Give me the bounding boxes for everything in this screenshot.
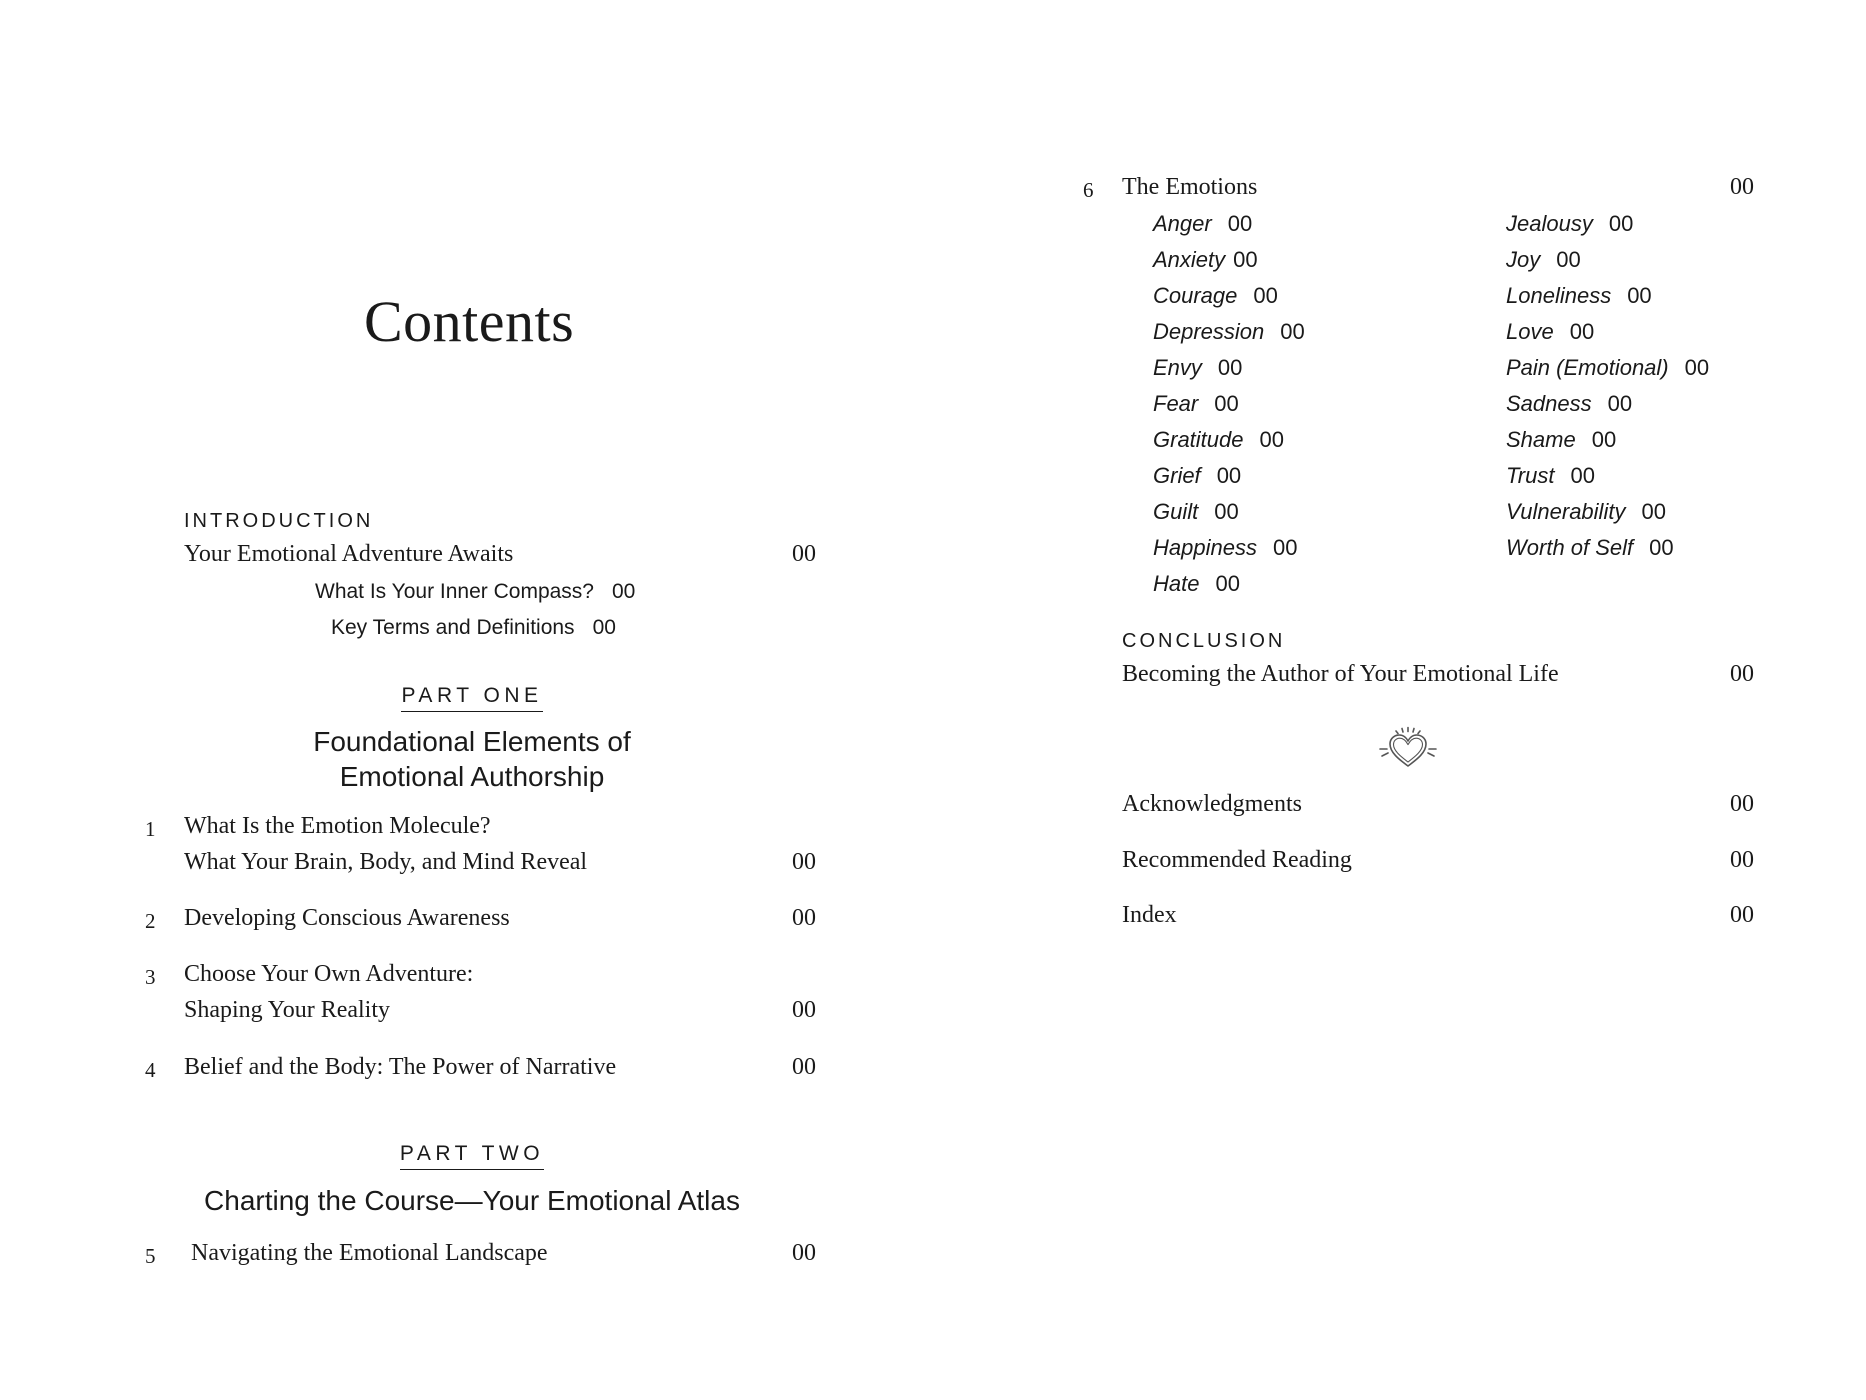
part-two-title: Charting the Course—Your Emotional Atlas [204,1185,740,1216]
emotion-name: Courage [1153,283,1238,308]
page-number: 00 [1684,355,1710,380]
part-one-label: PART ONE [401,684,542,712]
emotion-entry-joy[interactable] [1506,247,1581,273]
emotion-entry-loneliness[interactable] [1506,283,1652,309]
toc-entry-chapter-5[interactable]: Navigating the Emotional Landscape [191,1240,548,1266]
emotion-name: Hate [1153,571,1200,596]
page-number: 00 [1730,791,1754,817]
emotion-entry-worth-of-self[interactable] [1506,535,1674,561]
emotion-entry-gratitude[interactable] [1153,427,1284,453]
emotion-entry-vulnerability[interactable] [1506,499,1666,525]
emotion-name: Happiness [1153,535,1257,560]
emotion-name: Envy [1153,355,1202,380]
page-number: 00 [1730,174,1754,200]
toc-entry-chapter-3[interactable]: Choose Your Own Adventure: [184,961,474,987]
page-number: 00 [1233,247,1258,272]
toc-entry-recommended-reading[interactable]: Recommended Reading [1122,847,1352,873]
heart-with-rays-icon [1378,726,1438,775]
page-number: 00 [1214,391,1239,416]
emotion-entry-hate[interactable] [1153,571,1240,597]
emotion-entry-love[interactable] [1506,319,1594,345]
page-number: 00 [1272,535,1298,560]
emotion-entry-fear[interactable] [1153,391,1239,417]
page-number: 00 [1216,463,1242,488]
toc-entry-chapter-3-subtitle[interactable]: Shaping Your Reality [184,997,391,1023]
page-number: 00 [1214,499,1239,524]
chapter-number: 3 [145,965,156,989]
emotion-name: Grief [1153,463,1201,488]
emotion-name: Joy [1506,247,1541,272]
page-number: 00 [1730,661,1754,687]
emotion-entry-pain-emotional[interactable] [1506,355,1709,381]
part-two-label: PART TWO [400,1142,544,1170]
emotion-entry-sadness[interactable] [1506,391,1632,417]
page-number: 00 [792,1054,816,1080]
toc-entry-index[interactable]: Index [1122,902,1177,928]
emotion-name: Fear [1153,391,1199,416]
emotion-name: Depression [1153,319,1265,344]
page-number: 00 [611,580,636,603]
page-number: 00 [1556,247,1581,272]
emotion-name: Vulnerability [1506,499,1626,524]
page-number: 00 [1215,571,1240,596]
page-number: 00 [1641,499,1666,524]
part-one-title-line: Foundational Elements of [313,726,631,757]
part-one-title [0,724,944,794]
emotion-entry-grief[interactable] [1153,463,1241,489]
page-number: 00 [1607,391,1633,416]
emotion-name: Loneliness [1506,283,1612,308]
toc-subentry-key-terms[interactable] [331,616,616,640]
toc-entry-chapter-4[interactable]: Belief and the Body: The Power of Narrative [184,1054,617,1080]
emotion-entry-anxiety[interactable] [1153,247,1258,273]
part-two-header [0,1142,944,1166]
emotion-entry-envy[interactable] [1153,355,1242,381]
emotion-name: Trust [1506,463,1555,488]
toc-entry-acknowledgments[interactable]: Acknowledgments [1122,791,1302,817]
chapter-number: 5 [145,1244,156,1268]
subentry-title: Key Terms and Definitions [331,616,575,639]
part-one-title-line: Emotional Authorship [339,761,605,792]
page-number: 00 [1259,427,1284,452]
emotion-name: Guilt [1153,499,1199,524]
emotion-name: Sadness [1506,391,1592,416]
page-number: 00 [1217,355,1243,380]
chapter-number: 4 [145,1058,156,1082]
emotion-name: Pain (Emotional) [1506,355,1669,380]
emotion-entry-courage[interactable] [1153,283,1278,309]
chapter-number: 1 [145,817,156,841]
emotion-name: Worth of Self [1506,535,1634,560]
page-number: 00 [1591,427,1617,452]
chapter-number: 6 [1083,178,1094,202]
page-number: 00 [1280,319,1305,344]
emotion-entry-depression[interactable] [1153,319,1305,345]
page-number: 00 [1569,319,1595,344]
contents-title: Contents [364,289,575,354]
page-number: 00 [1608,211,1634,236]
emotion-entry-anger[interactable] [1153,211,1252,237]
introduction-label: INTRODUCTION [184,510,374,532]
toc-entry-chapter-2[interactable]: Developing Conscious Awareness [184,905,510,931]
toc-subentry-inner-compass[interactable] [315,580,635,604]
conclusion-label: CONCLUSION [1122,630,1286,652]
toc-entry-chapter-1-subtitle[interactable]: What Your Brain, Body, and Mind Reveal [184,849,588,875]
page-number: 00 [792,1240,816,1266]
page-number: 00 [1627,283,1652,308]
page-number: 00 [1730,847,1754,873]
emotion-name: Shame [1506,427,1576,452]
emotion-name: Anger [1153,211,1212,236]
toc-entry-chapter-1[interactable]: What Is the Emotion Molecule? [184,813,491,839]
page-number: 00 [792,997,816,1023]
emotion-entry-guilt[interactable] [1153,499,1239,525]
emotion-name: Jealousy [1506,211,1593,236]
part-one-header [0,684,944,708]
page-number: 00 [592,616,616,639]
page-number: 00 [1570,463,1595,488]
page-number: 00 [1730,902,1754,928]
emotion-name: Love [1506,319,1554,344]
emotion-entry-trust[interactable] [1506,463,1595,489]
toc-entry-introduction[interactable]: Your Emotional Adventure Awaits [184,541,514,567]
page-number: 00 [792,849,816,875]
page-number: 00 [1649,535,1674,560]
emotion-entry-shame[interactable] [1506,427,1616,453]
emotion-name: Anxiety [1153,247,1226,272]
subentry-title: What Is Your Inner Compass? [315,580,594,603]
emotion-entry-happiness[interactable] [1153,535,1297,561]
toc-entry-chapter-6[interactable]: The Emotions [1122,174,1258,200]
page-number: 00 [792,905,816,931]
emotion-name: Gratitude [1153,427,1244,452]
toc-entry-conclusion[interactable]: Becoming the Author of Your Emotional Life [1122,661,1559,687]
page-number: 00 [1253,283,1278,308]
page-number: 00 [792,541,816,567]
page-number: 00 [1227,211,1253,236]
emotion-entry-jealousy[interactable] [1506,211,1633,237]
chapter-number: 2 [145,909,156,933]
